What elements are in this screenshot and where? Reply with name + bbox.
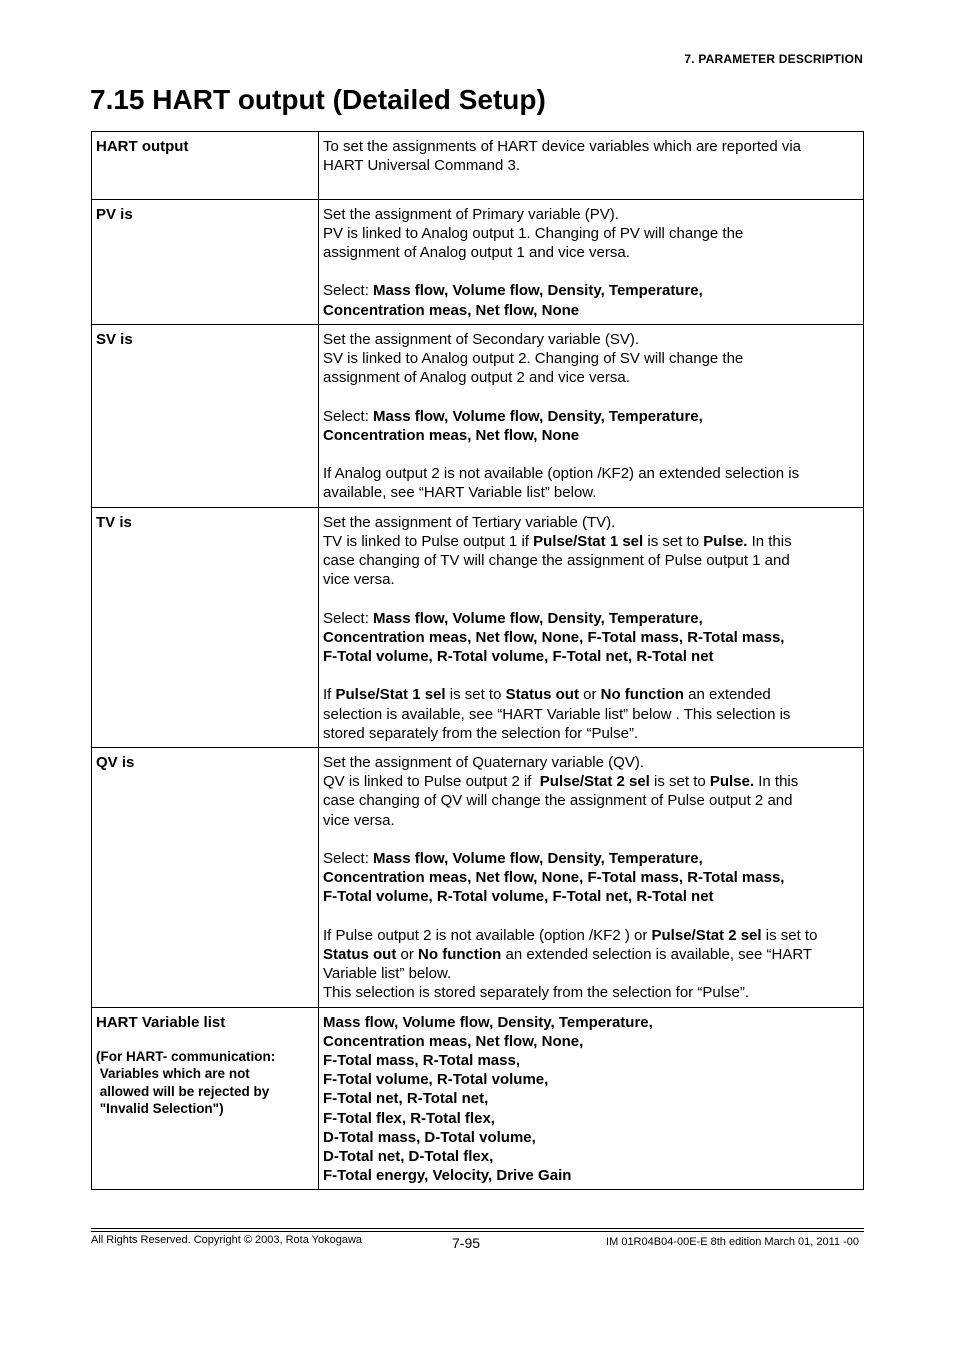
table-row: [92, 199, 864, 324]
text-span: Select:: [323, 407, 374, 425]
bold-term: F-Total energy, Velocity, Drive Gain: [323, 1167, 572, 1185]
parameter-name: HART output: [96, 138, 189, 155]
text-span: Set the assignment of Tertiary variable (TV).: [323, 513, 616, 531]
parameter-note-line: "Invalid Selection"): [96, 1101, 224, 1117]
text-span: is set to: [761, 926, 818, 944]
description-line: [323, 964, 859, 983]
table-row: [92, 132, 864, 200]
description-line: [323, 811, 859, 830]
text-span: Select:: [323, 850, 374, 867]
bold-term: No function: [418, 946, 502, 963]
text-span: QV is linked to Pulse output 2 if: [323, 773, 540, 791]
parameter-name-cell: [92, 507, 319, 747]
bold-term: Concentration meas, Net flow, None: [323, 301, 580, 319]
description-line: [323, 368, 859, 387]
text-span: Set the assignment of Primary variable (PV).: [323, 205, 619, 223]
bold-term: D-Total net, D-Total flex,: [323, 1148, 494, 1166]
description-line: [323, 330, 859, 349]
bold-term: Mass flow, Volume flow, Density, Temperature,: [373, 609, 703, 627]
description-line: [323, 349, 859, 368]
paragraph-gap: [323, 175, 859, 194]
description-line: [323, 647, 859, 666]
bold-term: Concentration meas, Net flow, None, F-Total mass, R-Total mass,: [323, 628, 785, 646]
text-span: If: [323, 686, 336, 704]
table-row: [92, 748, 864, 1008]
page-title: 7.15 HART output (Detailed Setup): [90, 84, 546, 115]
bold-term: F-Total volume, R-Total volume, F-Total net, R-Total net: [323, 888, 714, 906]
text-span: Variable list” below.: [323, 965, 452, 983]
parameter-description-cell: [319, 1007, 864, 1190]
description-line: [323, 685, 859, 704]
parameter-name-cell: [92, 324, 319, 507]
description-line: [323, 887, 859, 906]
page-number: 7-95: [452, 1235, 481, 1251]
description-line: [323, 1166, 859, 1185]
text-span: is set to: [643, 532, 704, 550]
text-span: case changing of QV will change the assignment of Pulse output 2 and: [323, 792, 793, 810]
paragraph-gap: [323, 907, 859, 926]
bold-term: Pulse/Stat 2 sel: [651, 926, 762, 944]
text-span: or: [578, 686, 601, 704]
bold-term: F-Total volume, R-Total volume,: [323, 1071, 549, 1089]
text-span: or: [396, 946, 419, 963]
parameter-note-line: allowed will be rejected by: [96, 1083, 270, 1099]
bold-term: Pulse.: [709, 773, 755, 791]
description-line: [323, 407, 859, 426]
parameter-name-cell: [92, 132, 319, 200]
description-line: [323, 1109, 859, 1128]
description-line: [323, 849, 859, 868]
text-span: PV is linked to Analog output 1. Changing of PV will change the: [323, 224, 744, 242]
description-line: [323, 772, 859, 791]
bold-term: Status out: [505, 686, 579, 704]
description-line: [323, 609, 859, 628]
parameter-description-cell: [319, 748, 864, 1008]
bold-term: D-Total mass, D-Total volume,: [323, 1128, 536, 1146]
parameter-name: HART Variable list: [96, 1013, 226, 1031]
running-header: 7. PARAMETER DESCRIPTION: [684, 52, 863, 66]
text-span: Set the assignment of Quaternary variable (QV).: [323, 754, 644, 771]
bold-term: Pulse/Stat 1 sel: [335, 686, 446, 704]
description-line: [323, 1128, 859, 1147]
text-span: assignment of Analog output 2 and vice versa.: [323, 369, 630, 387]
description-line: [323, 926, 859, 945]
parameter-name: TV is: [96, 513, 132, 531]
parameter-table: [91, 131, 864, 1190]
text-span: In this: [754, 773, 799, 791]
description-line: [323, 1147, 859, 1166]
bold-term: F-Total mass, R-Total mass,: [323, 1052, 520, 1070]
parameter-description-cell: [319, 199, 864, 324]
description-line: [323, 1013, 859, 1032]
description-line: [323, 137, 859, 156]
table-row: [92, 324, 864, 507]
parameter-description-cell: [319, 507, 864, 747]
text-span: Select:: [323, 282, 374, 300]
description-line: [323, 753, 859, 772]
description-line: [323, 868, 859, 887]
description-line: [323, 705, 859, 724]
text-span: To set the assignments of HART device variables which are reported via: [323, 138, 802, 155]
text-span: an extended selection is available, see “HART: [501, 946, 813, 963]
description-line: [323, 205, 859, 224]
description-line: [323, 628, 859, 647]
text-span: is set to: [445, 686, 506, 704]
text-span: available, see “HART Variable list” below.: [323, 484, 597, 502]
paragraph-gap: [323, 666, 859, 685]
description-line: [323, 1051, 859, 1070]
text-span: HART Universal Command 3.: [323, 157, 521, 175]
parameter-description-cell: [319, 324, 864, 507]
description-line: [323, 513, 859, 532]
bold-term: Concentration meas, Net flow, None,: [323, 1032, 584, 1050]
parameter-name: SV is: [96, 330, 133, 348]
text-span: If Analog output 2 is not available (option /KF2) an extended selection is: [323, 465, 800, 483]
text-span: SV is linked to Analog output 2. Changing of SV will change the: [323, 350, 744, 367]
text-span: If Pulse output 2 is not available (option /KF2 ) or: [323, 926, 652, 944]
text-span: an extended: [683, 686, 771, 704]
paragraph-gap: [323, 445, 859, 464]
footer-rule-thin: [91, 1231, 864, 1232]
parameter-name-cell: [92, 199, 319, 324]
table-row: [92, 1007, 864, 1190]
description-line: [323, 983, 859, 1002]
bold-term: Pulse.: [703, 532, 748, 550]
parameter-note-line: (For HART- communication:: [96, 1048, 276, 1064]
bold-term: Status out: [323, 946, 397, 963]
text-span: stored separately from the selection for “Pulse”.: [323, 724, 639, 742]
description-line: [323, 724, 859, 743]
bold-term: Concentration meas, Net flow, None: [323, 426, 580, 444]
bold-term: Mass flow, Volume flow, Density, Temperature,: [373, 850, 703, 867]
paragraph-gap: [323, 830, 859, 849]
description-line: [323, 570, 859, 589]
bold-term: Concentration meas, Net flow, None, F-Total mass, R-Total mass,: [323, 869, 785, 887]
bold-term: No function: [600, 686, 684, 704]
bold-term: Mass flow, Volume flow, Density, Temperature,: [323, 1013, 653, 1031]
table-row: [92, 507, 864, 747]
text-span: vice versa.: [323, 811, 395, 829]
description-line: [323, 426, 859, 445]
description-line: [323, 1070, 859, 1089]
text-span: assignment of Analog output 1 and vice versa.: [323, 244, 630, 261]
description-line: [323, 551, 859, 570]
bold-term: Pulse/Stat 2 sel: [539, 773, 650, 791]
footer-rule: [91, 1228, 864, 1229]
description-line: [323, 156, 859, 175]
description-line: [323, 464, 859, 483]
text-span: is set to: [649, 773, 710, 791]
description-line: [323, 1089, 859, 1108]
paragraph-gap: [323, 387, 859, 406]
bold-term: Mass flow, Volume flow, Density, Temperature,: [373, 407, 703, 425]
parameter-note: [96, 1048, 314, 1118]
text-span: In this: [747, 532, 792, 550]
text-span: Set the assignment of Secondary variable (SV).: [323, 330, 639, 348]
parameter-description-cell: [319, 132, 864, 200]
description-line: [323, 301, 859, 320]
text-span: TV is linked to Pulse output 1 if: [323, 532, 534, 550]
parameter-note-line: Variables which are not: [96, 1066, 250, 1082]
document-id: IM 01R04B04-00E-E 8th edition March 01, 2011 -00: [606, 1236, 859, 1248]
description-line: [323, 532, 859, 551]
paragraph-gap: [323, 262, 859, 281]
description-line: [323, 945, 859, 964]
parameter-name: QV is: [96, 754, 135, 771]
description-line: [323, 791, 859, 810]
bold-term: F-Total net, R-Total net,: [323, 1090, 489, 1108]
footer-copyright: All Rights Reserved. Copyright © 2003, Rota Yokogawa: [91, 1234, 363, 1246]
text-span: selection is available, see “HART Variable list” below . This selection is: [323, 705, 791, 723]
bold-term: Pulse/Stat 1 sel: [533, 532, 644, 550]
text-span: This selection is stored separately from the selection for “Pulse”.: [323, 984, 750, 1002]
bold-term: F-Total volume, R-Total volume, F-Total net, R-Total net: [323, 648, 714, 665]
text-span: case changing of TV will change the assignment of Pulse output 1 and: [323, 552, 790, 569]
parameter-name-cell: [92, 748, 319, 1008]
parameter-name-cell: [92, 1007, 319, 1190]
description-line: [323, 1032, 859, 1051]
paragraph-gap: [323, 589, 859, 608]
description-line: [323, 281, 859, 300]
bold-term: F-Total flex, R-Total flex,: [323, 1109, 495, 1127]
text-span: vice versa.: [323, 571, 395, 589]
text-span: Select:: [323, 609, 374, 627]
description-line: [323, 224, 859, 243]
parameter-name: PV is: [96, 205, 133, 223]
description-line: [323, 483, 859, 502]
description-line: [323, 243, 859, 262]
bold-term: Mass flow, Volume flow, Density, Temperature,: [373, 282, 703, 300]
